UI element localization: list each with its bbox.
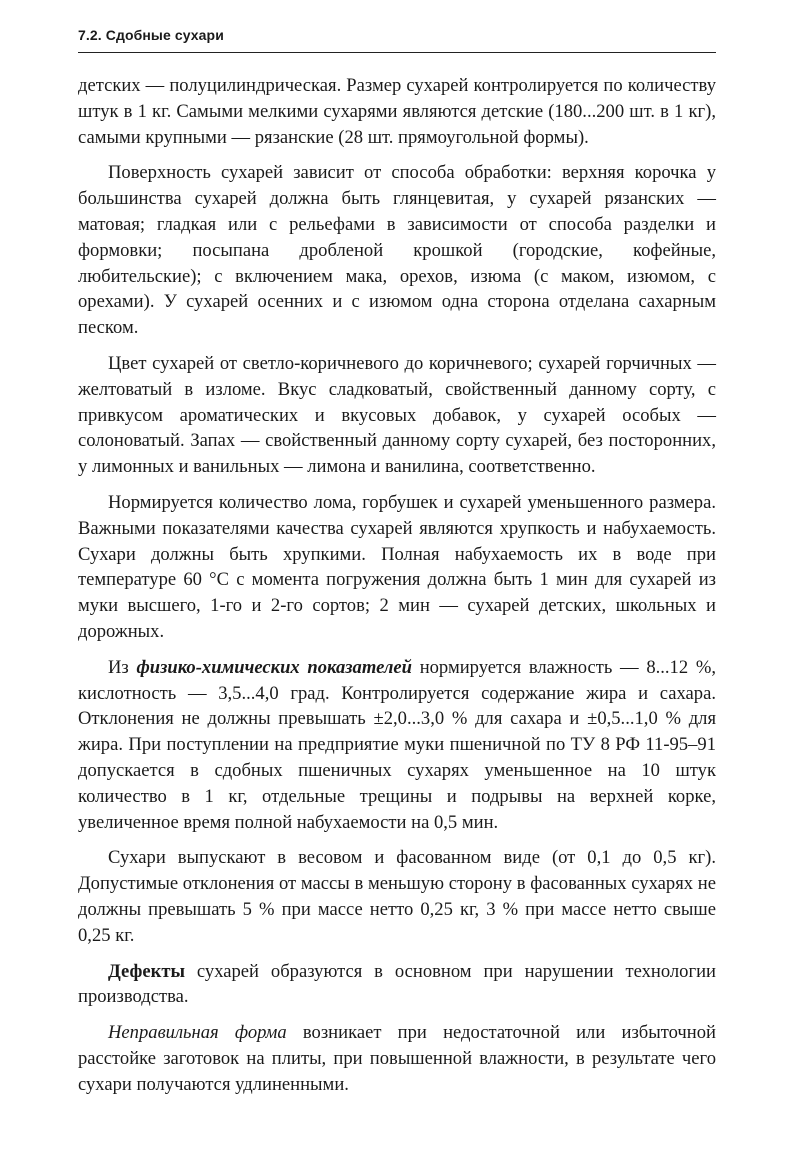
header-rule xyxy=(78,52,716,53)
paragraph-8-rest: возникает при недостаточной или избыточной расстойке заготовок на плиты, при повышенной влажности, в результате чего сухари получаются удлиненными. xyxy=(78,1022,716,1095)
paragraph-8-emphasis: Неправильная форма xyxy=(108,1022,287,1044)
paragraph-7-emphasis: Дефекты xyxy=(108,960,185,982)
paragraph-5 xyxy=(78,655,716,836)
paragraph-8 xyxy=(78,1020,716,1097)
paragraph-6: Сухари выпускают в весовом и фасованном виде (от 0,1 до 0,5 кг). Допустимые отклонения от массы в меньшую сторону в фасованных сухарях не должны превышать 5 % при массе нетто 0,25 кг, 3 % при массе нетто свыше 0,25 кг. xyxy=(78,847,716,946)
text-block xyxy=(78,73,716,1107)
paragraph-5-rest: нормируется влажность — 8...12 %, кислотность — 3,5...4,0 град. Контролируется содержание жира и сахара. Отклонения не должны превышать ±2,0...3,0 % для сахара и ±0,5...1,0 % для жира. При поступлении на предприятие муки пшеничной по ТУ 8 РФ 11-95–91 допускается в сдобных пшеничных сухарях уменьшенное на 10 штук количество в 1 кг, отдельные трещины и подрывы на верхней корке, увеличенное время полной набухаемости на 0,5 мин. xyxy=(78,656,716,833)
paragraph-5-lead: Из xyxy=(108,656,129,678)
paragraph-4: Нормируется количество лома, горбушек и сухарей уменьшенного размера. Важными показателями качества сухарей являются хрупкость и набухаемость. Сухари должны быть хрупкими. Полная набухаемость их в воде при температуре 60 °С с момента погружения должна быть 1 мин для сухарей из муки высшего, 1-го и 2-го сортов; 2 мин — сухарей детских, школьных и дорожных. xyxy=(78,491,716,642)
paragraph-3: Цвет сухарей от светло-коричневого до коричневого; сухарей горчичных — желтоватый в изломе. Вкус сладковатый, свойственный данному сорту, с привкусом ароматических и вкусовых добавок, у сухарей особых — солоноватый. Запах — свойственный данному сорту сухарей, без посторонних, у лимонных и ванильных — лимона и ванилина, соответственно. xyxy=(78,352,716,478)
running-head: 7.2. Сдобные сухари xyxy=(78,27,224,43)
paragraph-2: Поверхность сухарей зависит от способа обработки: верхняя корочка у большинства сухарей должна быть глянцевитая, у сухарей рязанских — матовая; гладкая или с рельефами в зависимости от способа разделки и формовки; посыпана дробленой крошкой (городские, кофейные, любительские); с включением мака, орехов, изюма (с маком, изюмом, с орехами). У сухарей осенних и с изюмом одна сторона отделана сахарным песком. xyxy=(78,162,716,339)
paragraph-7-rest: сухарей образуются в основном при нарушении технологии производства. xyxy=(78,960,716,1008)
paragraph-1: детских — полуцилиндрическая. Размер сухарей контролируется по количеству штук в 1 кг. Самыми мелкими сухарями являются детские (180...200 шт. в 1 кг), самыми крупными — рязанские (28 шт. прямоугольной формы). xyxy=(78,75,716,148)
paragraph-7 xyxy=(78,959,716,1011)
paragraph-5-emphasis: физико-химических показателей xyxy=(136,656,412,678)
